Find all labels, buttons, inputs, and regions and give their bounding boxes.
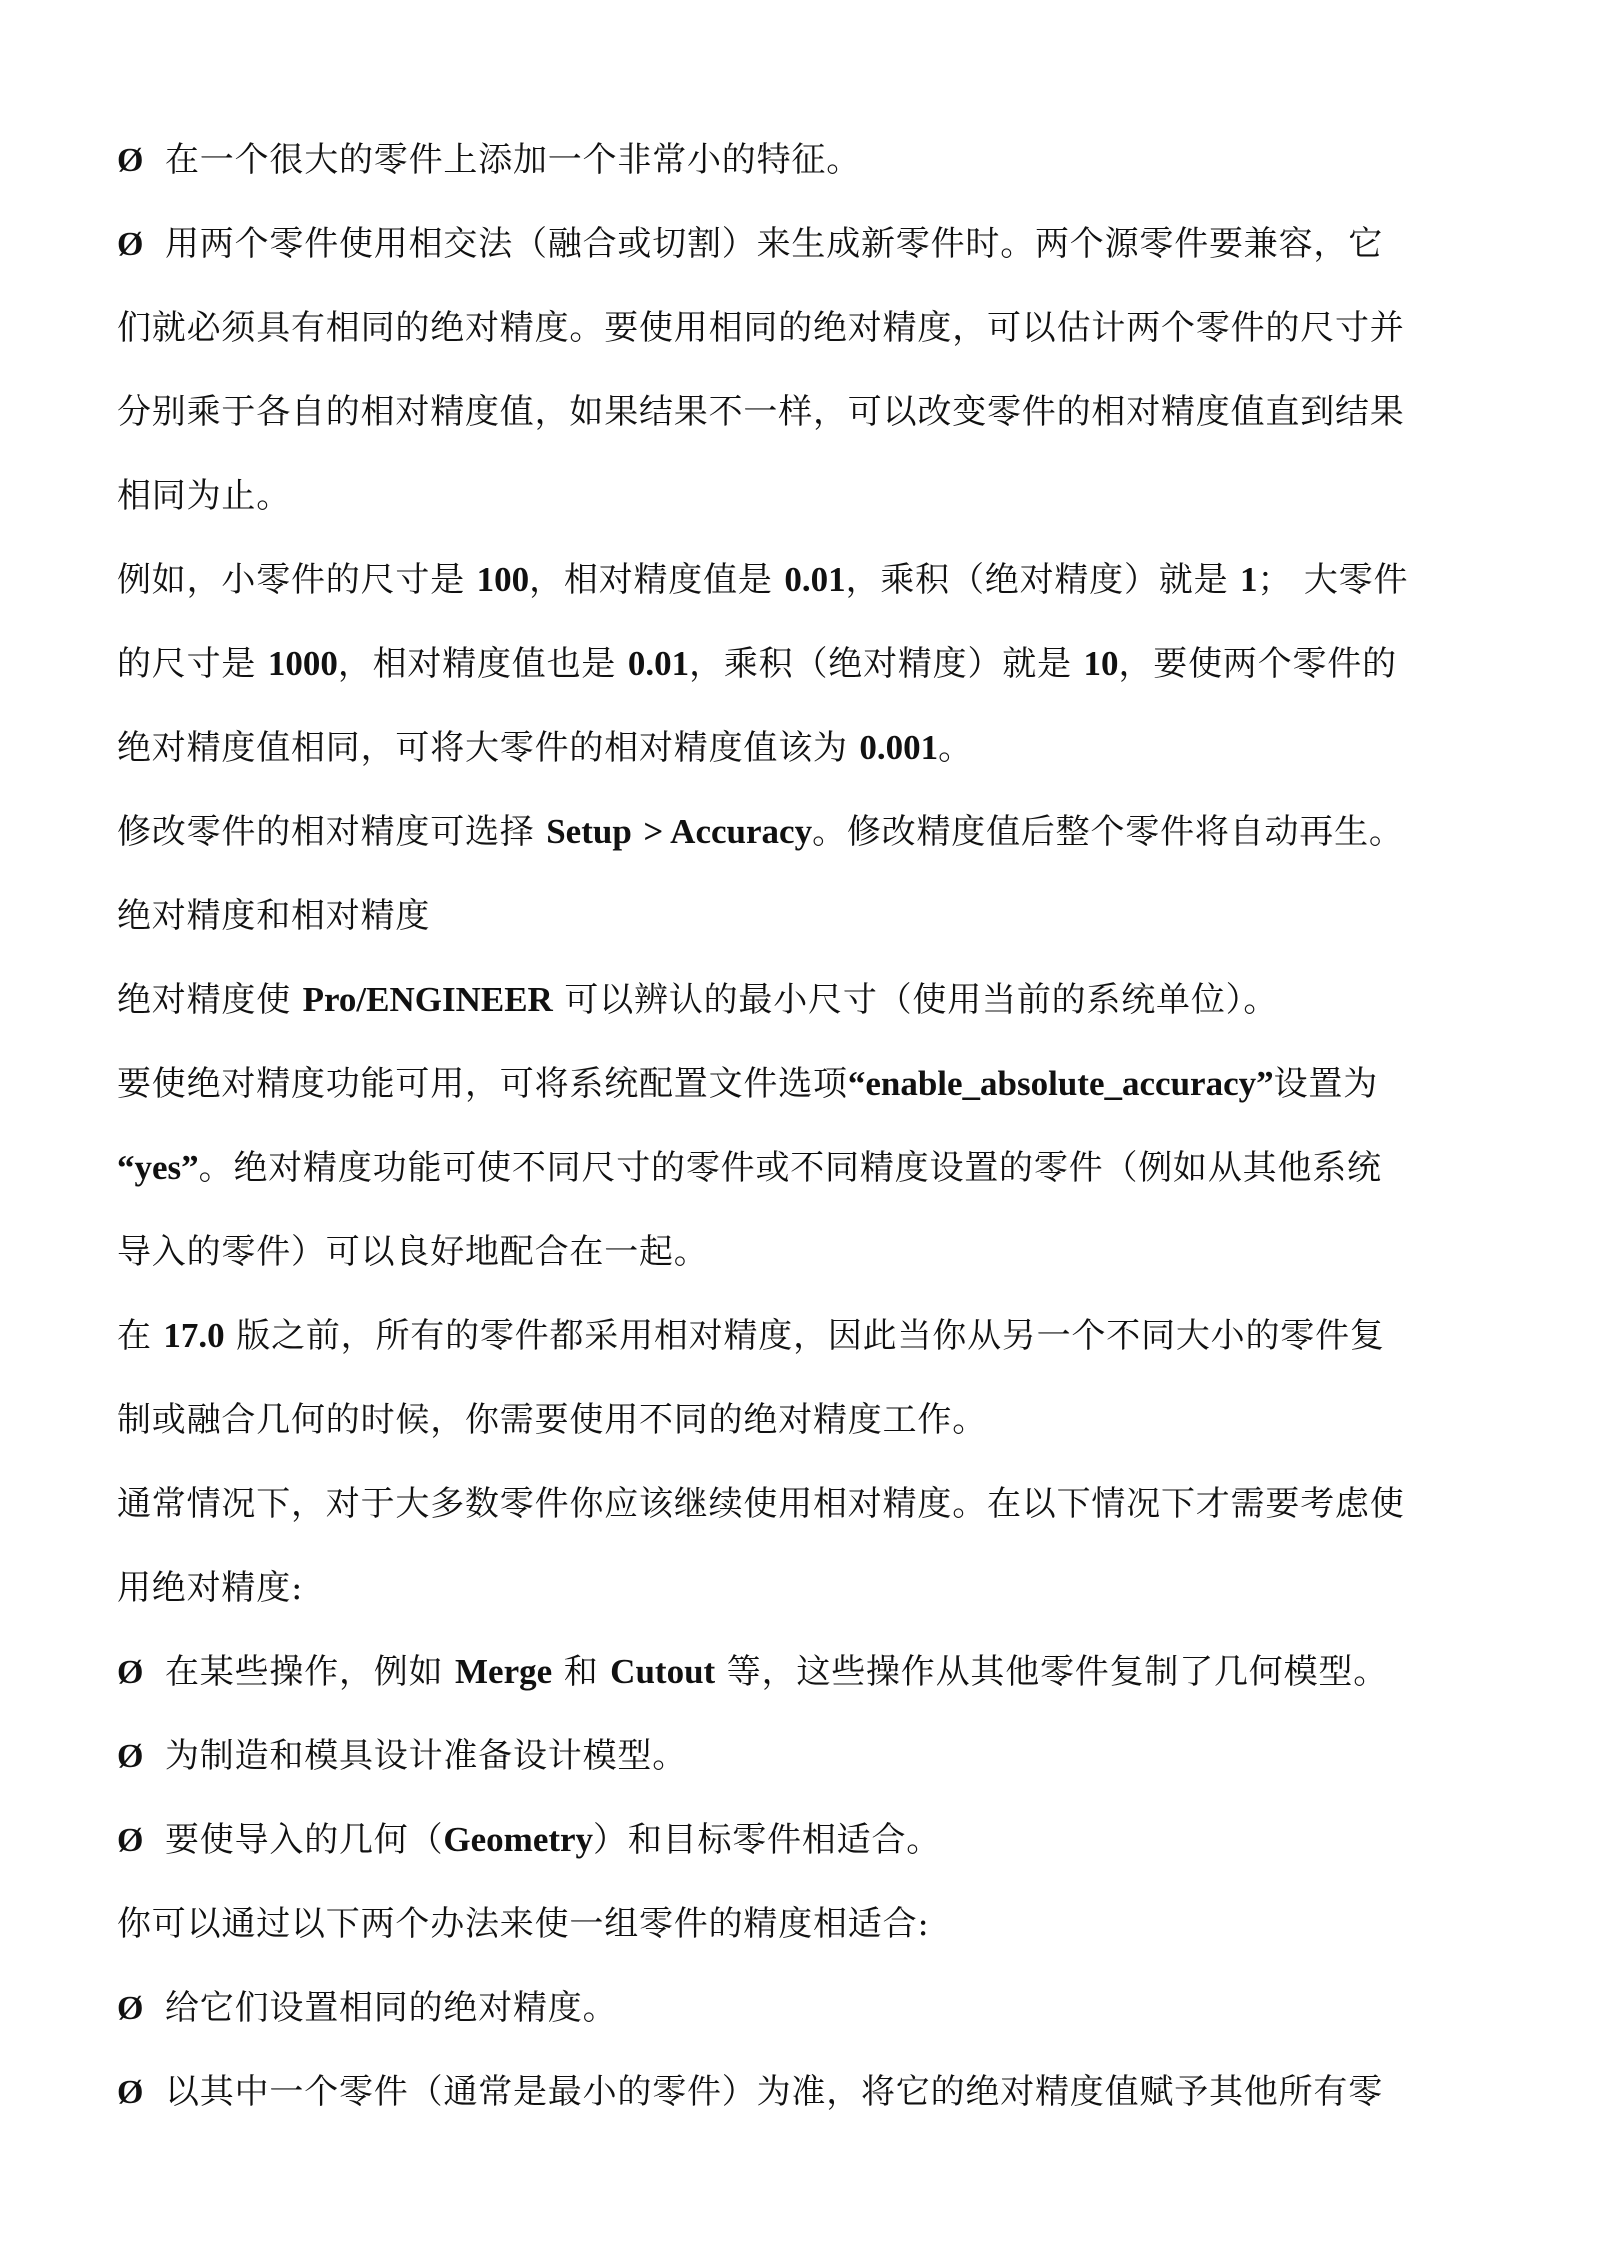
line-text: 导入的零件）可以良好地配合在一起。 bbox=[117, 1232, 709, 1272]
bullet-line bbox=[117, 1798, 1508, 1882]
line-text: 通常情况下，对于大多数零件你应该继续使用相对精度。在以下情况下才需要考虑使 bbox=[117, 1484, 1405, 1524]
bullet-icon: Ø bbox=[117, 1654, 145, 1691]
text-line bbox=[117, 1462, 1508, 1546]
bullet-icon: Ø bbox=[117, 2074, 145, 2111]
line-text: 相同为止。 bbox=[117, 476, 291, 516]
text-line bbox=[117, 1126, 1508, 1210]
line-text: 在某些操作，例如 Merge 和 Cutout 等，这些操作从其他零件复制了几何模型。 bbox=[165, 1652, 1389, 1692]
text-line bbox=[117, 1210, 1508, 1294]
text-line bbox=[117, 790, 1508, 874]
line-text: 例如，小零件的尺寸是 100，相对精度值是 0.01，乘积（绝对精度）就是 1； 大零件 bbox=[117, 560, 1409, 600]
bullet-line bbox=[117, 2050, 1508, 2134]
line-text: 修改零件的相对精度可选择 Setup > Accuracy。修改精度值后整个零件将自动再生。 bbox=[117, 812, 1404, 852]
line-text: 要使绝对精度功能可用，可将系统配置文件选项“enable_absolute_accuracy”设置为 bbox=[117, 1064, 1379, 1104]
text-line bbox=[117, 538, 1508, 622]
line-text: 的尺寸是 1000，相对精度值也是 0.01，乘积（绝对精度）就是 10，要使两个零件的 bbox=[117, 644, 1397, 684]
text-line bbox=[117, 454, 1508, 538]
text-line bbox=[117, 1378, 1508, 1462]
line-text: 绝对精度和相对精度 bbox=[117, 896, 431, 936]
bullet-icon: Ø bbox=[117, 1822, 145, 1859]
line-text: 用两个零件使用相交法（融合或切割）来生成新零件时。两个源零件要兼容，它 bbox=[165, 224, 1383, 264]
line-text: 绝对精度使 Pro/ENGINEER 可以辨认的最小尺寸（使用当前的系统单位）。 bbox=[117, 980, 1279, 1020]
text-line bbox=[117, 874, 1508, 958]
line-text: 要使导入的几何（Geometry）和目标零件相适合。 bbox=[165, 1820, 942, 1860]
text-line bbox=[117, 1882, 1508, 1966]
bullet-line bbox=[117, 1630, 1508, 1714]
text-line bbox=[117, 1546, 1508, 1630]
text-line bbox=[117, 286, 1508, 370]
line-text: 分别乘于各自的相对精度值，如果结果不一样，可以改变零件的相对精度值直到结果 bbox=[117, 392, 1405, 432]
line-text: 用绝对精度: bbox=[117, 1568, 304, 1608]
text-line bbox=[117, 370, 1508, 454]
line-text: 在 17.0 版之前，所有的零件都采用相对精度，因此当你从另一个不同大小的零件复 bbox=[117, 1316, 1385, 1356]
line-text: 绝对精度值相同，可将大零件的相对精度值该为 0.001。 bbox=[117, 728, 973, 768]
text-line bbox=[117, 622, 1508, 706]
bullet-line bbox=[117, 202, 1508, 286]
bullet-line bbox=[117, 118, 1508, 202]
bullet-line bbox=[117, 1714, 1508, 1798]
text-line bbox=[117, 958, 1508, 1042]
bullet-icon: Ø bbox=[117, 226, 145, 263]
text-line bbox=[117, 1042, 1508, 1126]
line-text: 给它们设置相同的绝对精度。 bbox=[165, 1988, 618, 2028]
bullet-icon: Ø bbox=[117, 1990, 145, 2027]
line-text: 为制造和模具设计准备设计模型。 bbox=[165, 1736, 687, 1776]
line-text: “yes”。绝对精度功能可使不同尺寸的零件或不同精度设置的零件（例如从其他系统 bbox=[117, 1148, 1382, 1188]
line-text: 们就必须具有相同的绝对精度。要使用相同的绝对精度，可以估计两个零件的尺寸并 bbox=[117, 308, 1405, 348]
line-text: 在一个很大的零件上添加一个非常小的特征。 bbox=[165, 140, 861, 180]
bullet-icon: Ø bbox=[117, 1738, 145, 1775]
document-body bbox=[117, 118, 1508, 2134]
bullet-icon: Ø bbox=[117, 142, 145, 179]
text-line bbox=[117, 1294, 1508, 1378]
bullet-line bbox=[117, 1966, 1508, 2050]
line-text: 以其中一个零件（通常是最小的零件）为准，将它的绝对精度值赋予其他所有零 bbox=[165, 2072, 1383, 2112]
line-text: 制或融合几何的时候，你需要使用不同的绝对精度工作。 bbox=[117, 1400, 987, 1440]
text-line bbox=[117, 706, 1508, 790]
line-text: 你可以通过以下两个办法来使一组零件的精度相适合: bbox=[117, 1904, 930, 1944]
